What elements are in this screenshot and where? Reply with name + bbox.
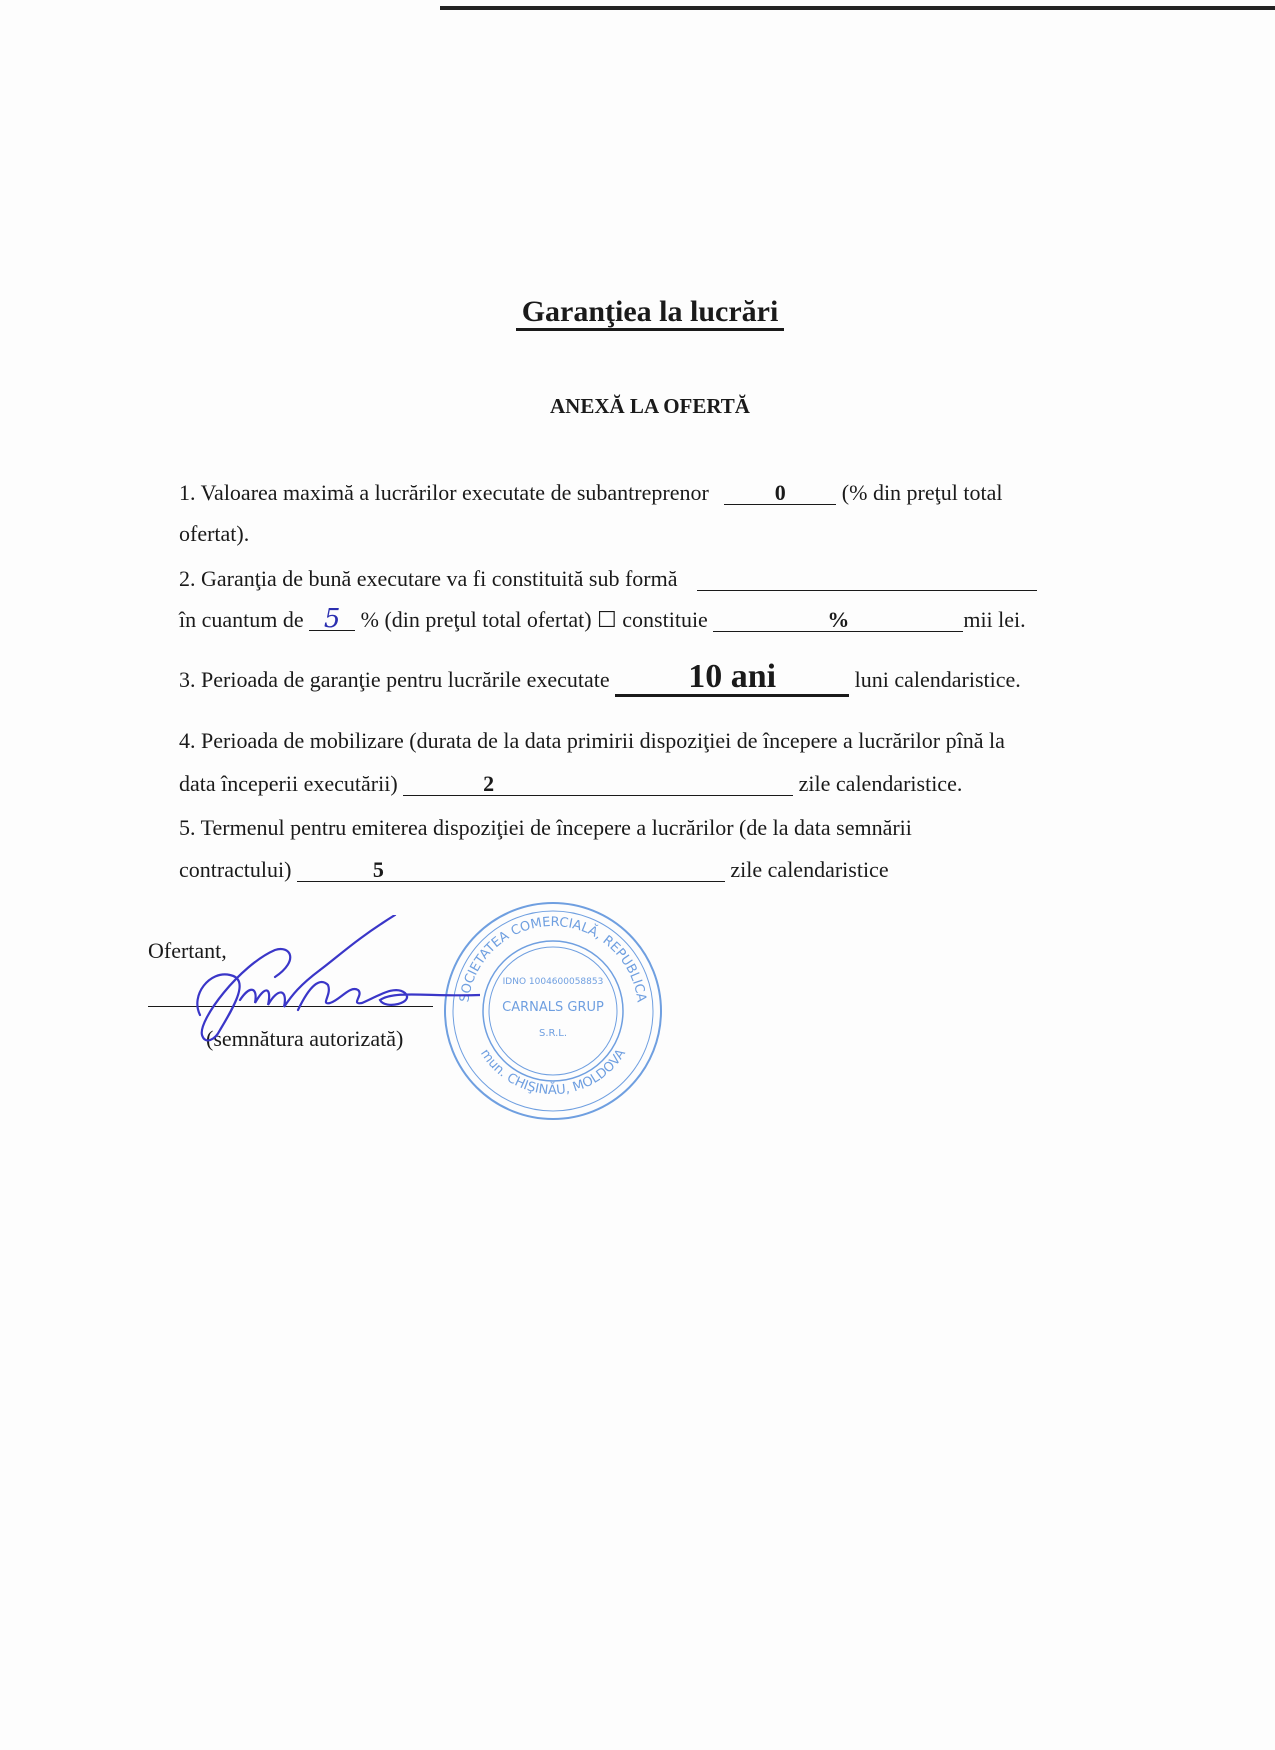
scan-edge [440, 6, 1275, 10]
offerer-label: Ofertant, [148, 938, 227, 963]
handwritten-signature [180, 915, 480, 1055]
item-2-pre: în cuantum de [179, 607, 304, 632]
item-2-end: mii lei. [963, 607, 1026, 632]
page-title [0, 295, 1275, 329]
item-2-percent-value: 5 [309, 608, 355, 631]
item-2-line2 [179, 604, 1026, 634]
title-text: Garanţiea la lucrări [516, 295, 785, 331]
item-3-after: luni calendaristice. [854, 667, 1021, 692]
item-1-value: 0 [724, 482, 836, 505]
item-2-text: 2. Garanţia de bună executare va fi constituită sub formă [179, 566, 678, 591]
item-1-cont: ofertat). [179, 521, 250, 546]
item-4: 4. Perioada de mobilizare (durata de la data primirii dispoziţiei de începere a lucrărilor pînă la [179, 728, 1005, 753]
item-4-value: 2 [403, 773, 793, 796]
stamp-ring-top: SOCIETATEA COMERCIALĂ, REPUBLICA [457, 914, 649, 1004]
page-subtitle: ANEXĂ LA OFERTĂ [550, 394, 750, 418]
item-5-cont [179, 857, 889, 883]
item-1-text: 1. Valoarea maximă a lucrărilor executate de subantreprenor [179, 480, 709, 505]
item-5: 5. Termenul pentru emiterea dispoziţiei de începere a lucrărilor (de la data semnării [179, 815, 912, 840]
stamp-company-form: S.R.L. [538, 1028, 568, 1039]
item-2-form-blank [697, 568, 1037, 591]
item-1-after: (% din preţul total [841, 480, 1003, 505]
item-5-after: zile calendaristice [730, 857, 889, 882]
item-5-cont-text: contractului) [179, 857, 292, 882]
stamp-idno: IDNO 1004600058853 [502, 977, 604, 987]
stamp-company-name: CARNALS GRUP [502, 1000, 604, 1015]
item-4-after: zile calendaristice. [798, 771, 963, 796]
item-1 [179, 480, 1002, 506]
item-4-cont-text: data începerii executării) [179, 771, 398, 796]
item-2-blank-value: % [713, 609, 963, 632]
item-2 [179, 566, 1037, 592]
item-4-cont [179, 771, 962, 797]
item-3-value: 10 ani [615, 660, 849, 697]
signature-caption: (semnătura autorizată) [206, 1026, 404, 1051]
stamp-ring-bottom: mun. CHIŞINĂU, MOLDOVA [477, 1046, 629, 1099]
item-2-mid: % (din preţul total ofertat) ☐ constituie [360, 607, 708, 632]
item-3 [179, 660, 1021, 697]
item-5-value: 5 [297, 859, 725, 882]
item-3-text: 3. Perioada de garanţie pentru lucrările executate [179, 667, 610, 692]
